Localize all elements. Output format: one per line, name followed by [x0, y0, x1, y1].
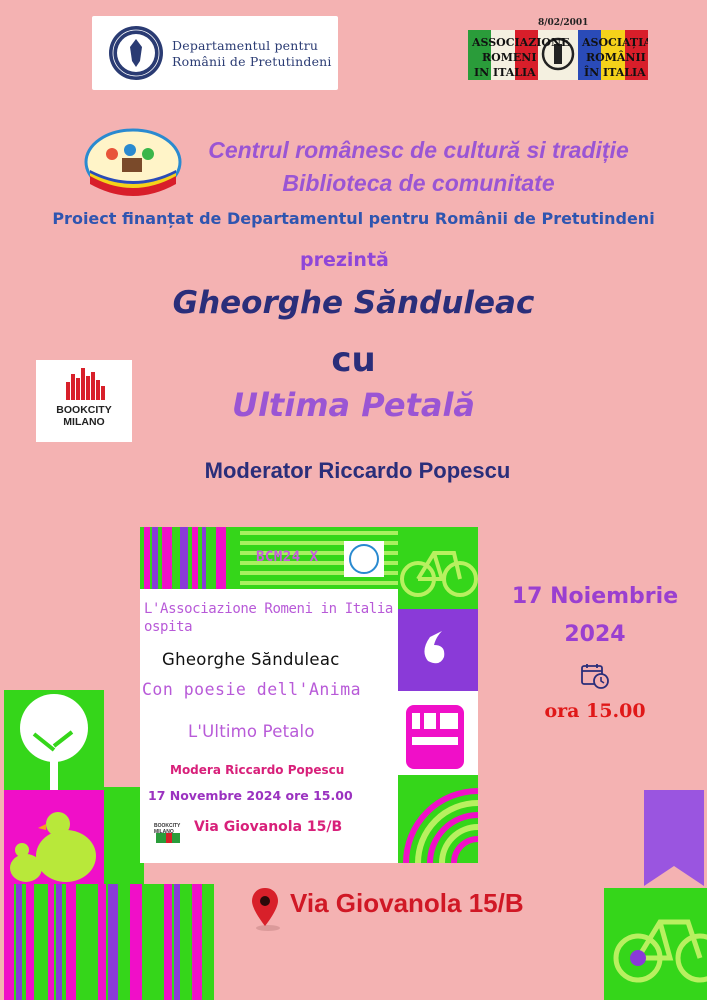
- poster-tag: BCM24 X: [256, 549, 319, 565]
- event-poster: [140, 527, 478, 863]
- gov-text-line1: Departamentul pentru: [172, 38, 319, 53]
- svg-text:ÎN ITALIA: ÎN ITALIA: [584, 66, 646, 79]
- svg-text:IN ITALIA: IN ITALIA: [474, 66, 536, 79]
- svg-text:ROMENI: ROMENI: [482, 51, 537, 64]
- poster-datetime: 17 Novembre 2024 ore 15.00: [148, 788, 353, 803]
- gov-seal-icon: [108, 25, 164, 81]
- poster-poems: Con poesie dell'Anima: [142, 680, 362, 699]
- poster-assoc: [144, 600, 393, 636]
- svg-text:ASSOCIAZIONE: ASSOCIAZIONE: [472, 36, 570, 49]
- poster-address: Via Giovanola 15/B: [194, 819, 343, 835]
- presents-label: prezintă: [300, 249, 389, 271]
- poster-moderator: Modera Riccardo Popescu: [170, 763, 345, 777]
- bicycle-tile: [604, 888, 707, 1000]
- event-time: ora 15.00: [544, 700, 646, 722]
- event-date: [490, 578, 700, 654]
- bookmark-tile: [644, 790, 704, 886]
- map-pin-icon: [250, 886, 280, 932]
- poster-assoc-line2: ospita: [144, 619, 193, 635]
- author-name: Gheorghe Sănduleac: [172, 285, 535, 321]
- org-line1: Centrul românesc de cultură si tradiție: [208, 137, 629, 163]
- poster-author: Gheorghe Sănduleac: [162, 650, 340, 669]
- book-title: Ultima Petală: [231, 386, 476, 424]
- calendar-clock-icon: [580, 662, 610, 690]
- bookcity-logo: [36, 360, 132, 442]
- gov-logo: [92, 16, 338, 90]
- poster-bookcity-small: BOOKCITY MILANO: [154, 823, 181, 835]
- event-date-line2: 2024: [564, 622, 626, 647]
- striped-tile-left: [4, 884, 214, 1000]
- moderator-line: Moderator Riccardo Popescu: [204, 458, 511, 483]
- svg-text:ROMÂNII: ROMÂNII: [586, 51, 646, 64]
- project-line: Proiect finanțat de Departamentul pentru Românii de Pretutindeni: [52, 209, 655, 228]
- organizer-heading: [0, 134, 707, 200]
- bookcity-line1: BOOKCITY: [56, 404, 112, 416]
- with-label: cu: [331, 340, 376, 380]
- bookcity-skyline-icon: [36, 360, 132, 404]
- poster-book: L'Ultimo Petalo: [188, 722, 315, 741]
- tree-tile: [4, 690, 104, 790]
- event-address: Via Giovanola 15/B: [290, 888, 524, 918]
- event-date-line1: 17 Noiembrie: [511, 584, 679, 609]
- gov-text-line2: Românii de Pretutindeni: [172, 54, 332, 69]
- green-strip: [104, 787, 144, 886]
- birds-tile: [4, 790, 104, 886]
- ari-date: 8/02/2001: [538, 18, 589, 28]
- bookcity-line2: MILANO: [63, 416, 105, 428]
- svg-text:ASOCIAȚIA: ASOCIAȚIA: [582, 36, 648, 49]
- poster-assoc-line1: L'Associazione Romeni in Italia: [144, 601, 393, 617]
- ari-logo: [468, 18, 648, 82]
- org-line2: Biblioteca de comunitate: [282, 170, 555, 196]
